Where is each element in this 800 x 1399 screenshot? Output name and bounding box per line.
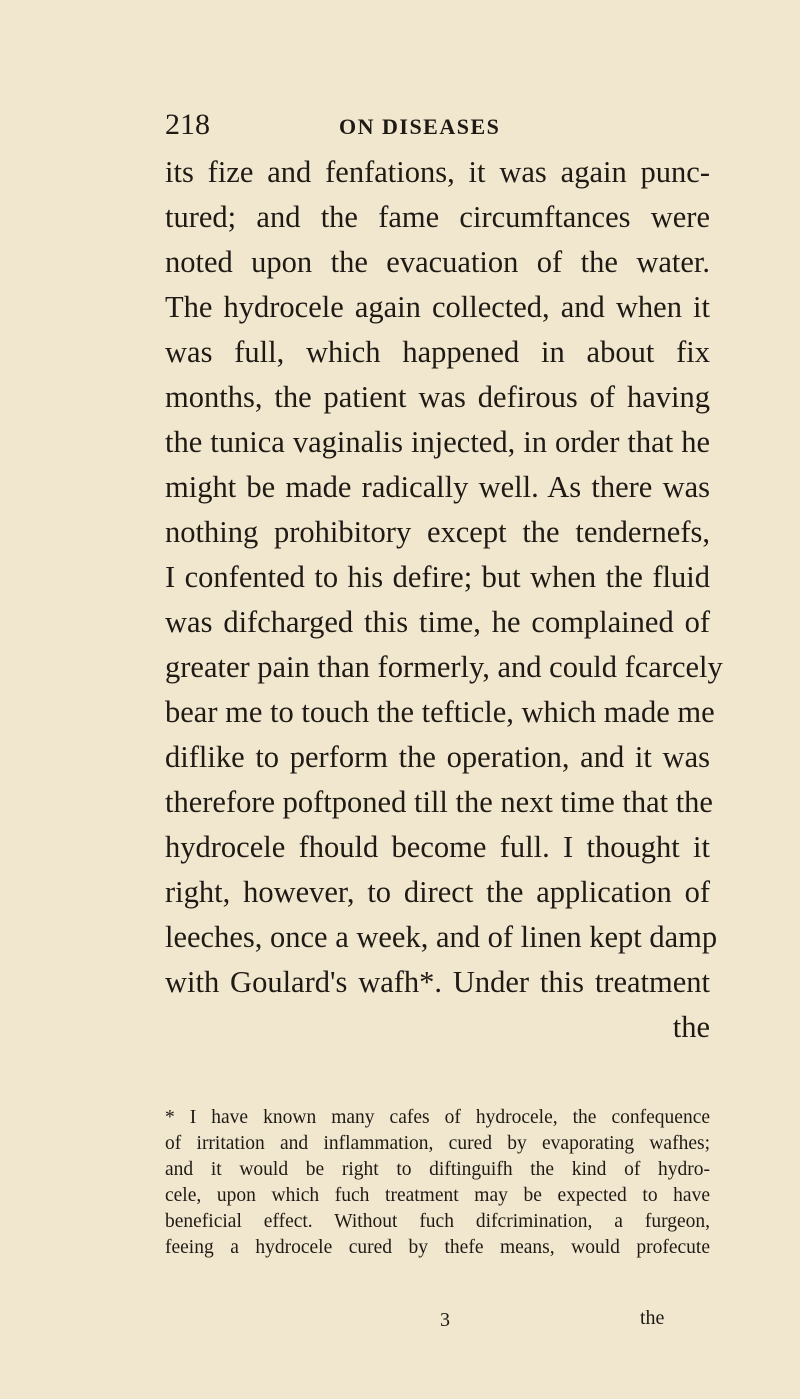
running-title: ON DISEASES (339, 114, 501, 139)
text-line: noted upon the evacuation of the water. (165, 245, 710, 279)
text-line: might be made radically well. As there was (165, 470, 710, 504)
text-line: was full, which happened in about fix (165, 335, 710, 369)
footnote-line: * I have known many cafes of hydrocele, the confequence (165, 1107, 710, 1128)
text-line: The hydrocele again collected, and when it (165, 290, 710, 324)
text-line: its fize and fenfations, it was again punc- (165, 155, 710, 189)
footnote-catchword: the (640, 1307, 665, 1329)
text-line: therefore poftponed till the next time that the (165, 785, 713, 819)
footnote-line: feeing a hydrocele cured by thefe means, would profecute (165, 1237, 710, 1258)
body-text (165, 150, 723, 1050)
footnote-line: of irritation and inflammation, cured by evaporating wafhes; (165, 1133, 710, 1154)
text-line: nothing prohibitory except the tendernefs, (165, 515, 710, 549)
footnote (165, 1105, 710, 1261)
page-number: 218 (165, 108, 210, 141)
text-line: with Goulard's wafh*. Under this treatment (165, 965, 710, 999)
text-line: the tunica vaginalis injected, in order that he (165, 425, 710, 459)
text-line: I confented to his defire; but when the fluid (165, 560, 710, 594)
footnote-line: and it would be right to diftinguifh the kind of hydro- (165, 1159, 710, 1180)
text-line: hydrocele fhould become full. I thought it (165, 830, 710, 864)
footnote-line: beneficial effect. Without fuch difcrimination, a furgeon, (165, 1211, 710, 1232)
text-line: diflike to perform the operation, and it was (165, 740, 710, 774)
page-header (165, 108, 685, 142)
signature-mark: 3 (440, 1309, 450, 1331)
footnote-line: cele, upon which fuch treatment may be expected to have (165, 1185, 710, 1206)
text-line: leeches, once a week, and of linen kept damp (165, 920, 718, 954)
text-line: tured; and the fame circumftances were (165, 200, 710, 234)
text-line: bear me to touch the tefticle, which made me (165, 695, 715, 729)
text-line: was difcharged this time, he complained of (165, 605, 710, 639)
text-line: greater pain than formerly, and could fcarcely (165, 650, 723, 684)
catchword: the (672, 1010, 710, 1044)
text-line: months, the patient was defirous of having (165, 380, 710, 414)
text-line: right, however, to direct the application of (165, 875, 710, 909)
